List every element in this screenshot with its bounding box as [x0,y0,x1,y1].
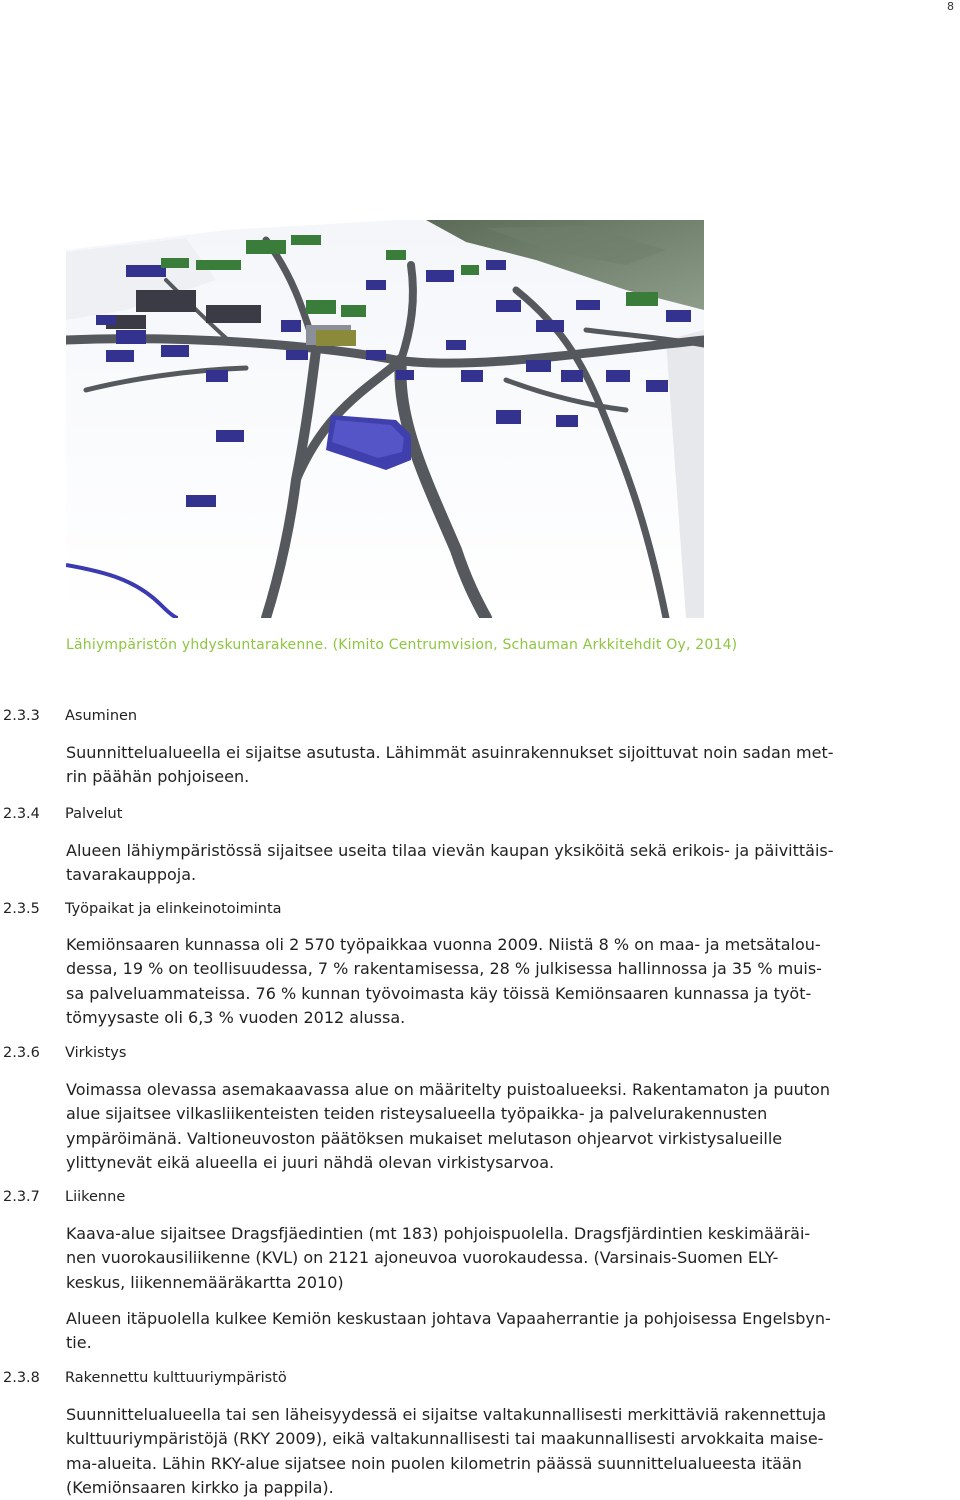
section-number: 2.3.3 [3,708,40,724]
section-heading-asuminen [3,708,137,724]
section-paragraph: Voimassa olevassa asemakaavassa alue on määritelty puistoalueeksi. Rakentamaton ja puuton alue sijaitsee vilkasliikenteisten teiden risteysalueella työpaikka- ja palvelurakennusten ympäröimänä. Valtioneuvoston päätöksen mukaiset melutason ohjearvot virkistysalueille ylittynevät eikä alueella ei juuri nähdä olevan virkistysarvoa. [66,1080,830,1172]
section-title: Asuminen [65,708,138,724]
section-title: Työpaikat ja elinkeinotoiminta [65,901,282,917]
section-title: Liikenne [65,1189,126,1205]
section-heading-kulttuuriymparisto [3,1370,287,1386]
figure-caption: Lähiympäristön yhdyskuntarakenne. (Kimito Centrumvision, Schauman Arkkitehdit Oy, 2014) [66,637,738,653]
section-title: Rakennettu kulttuuriympäristö [65,1370,287,1386]
section-title: Palvelut [65,806,123,822]
section-title: Virkistys [65,1045,127,1061]
section-paragraph: Kaava-alue sijaitsee Dragsfjäedintien (mt 183) pohjoispuolella. Dragsfjärdintien keskimääräi- nen vuorokausiliikenne (KVL) on 2121 ajoneuvoa vuorokaudessa. (Varsinais-Suomen ELY- keskus, liikennemääräkartta 2010) [66,1224,811,1292]
section-number: 2.3.4 [3,806,40,822]
section-paragraph: Alueen lähiympäristössä sijaitsee useita tilaa vievän kaupan yksiköitä sekä erikois- ja päivittäis- tavarakauppoja. [66,841,834,885]
section-number: 2.3.7 [3,1189,40,1205]
city-structure-render [66,220,704,618]
section-number: 2.3.5 [3,901,40,917]
section-paragraph: Suunnittelualueella tai sen läheisyydessä ei sijaitse valtakunnallisesti merkittäviä rakennettuja kulttuuriympäristöjä (RKY 2009), eikä valtakunnallisesti tai maakunnallisesti arvokkaita maise- ma-alueita. Lähin RKY-alue sijatsee noin puolen kilometrin päässä suunnittelualueesta itään (Kemiönsaaren kirkko ja pappila). [66,1405,827,1497]
section-paragraph: Suunnittelualueella ei sijaitse asutusta. Lähimmät asuinrakennukset sijoittuvat noin sadan met- rin päähän pohjoiseen. [66,743,834,787]
section-heading-palvelut [3,806,122,822]
section-number: 2.3.8 [3,1370,40,1386]
section-heading-virkistys [3,1045,126,1061]
section-number: 2.3.6 [3,1045,40,1061]
page-number: 8 [947,0,954,13]
section-heading-liikenne [3,1189,125,1205]
section-paragraph: Kemiönsaaren kunnassa oli 2 570 työpaikkaa vuonna 2009. Niistä 8 % on maa- ja metsätalou- dessa, 19 % on teollisuudessa, 7 % rakentamisessa, 28 % julkisessa hallinnossa ja 35 % muis- sa palveluammateissa. 76 % kunnan työvoimasta käy töissä Kemiönsaaren kunnassa ja työt- tömyysaste oli 6,3 % vuoden 2012 alussa. [66,935,822,1027]
section-heading-tyopaikat [3,901,282,917]
section-paragraph: Alueen itäpuolella kulkee Kemiön keskustaan johtava Vapaaherrantie ja pohjoisessa Engelsbyn- tie. [66,1309,831,1353]
